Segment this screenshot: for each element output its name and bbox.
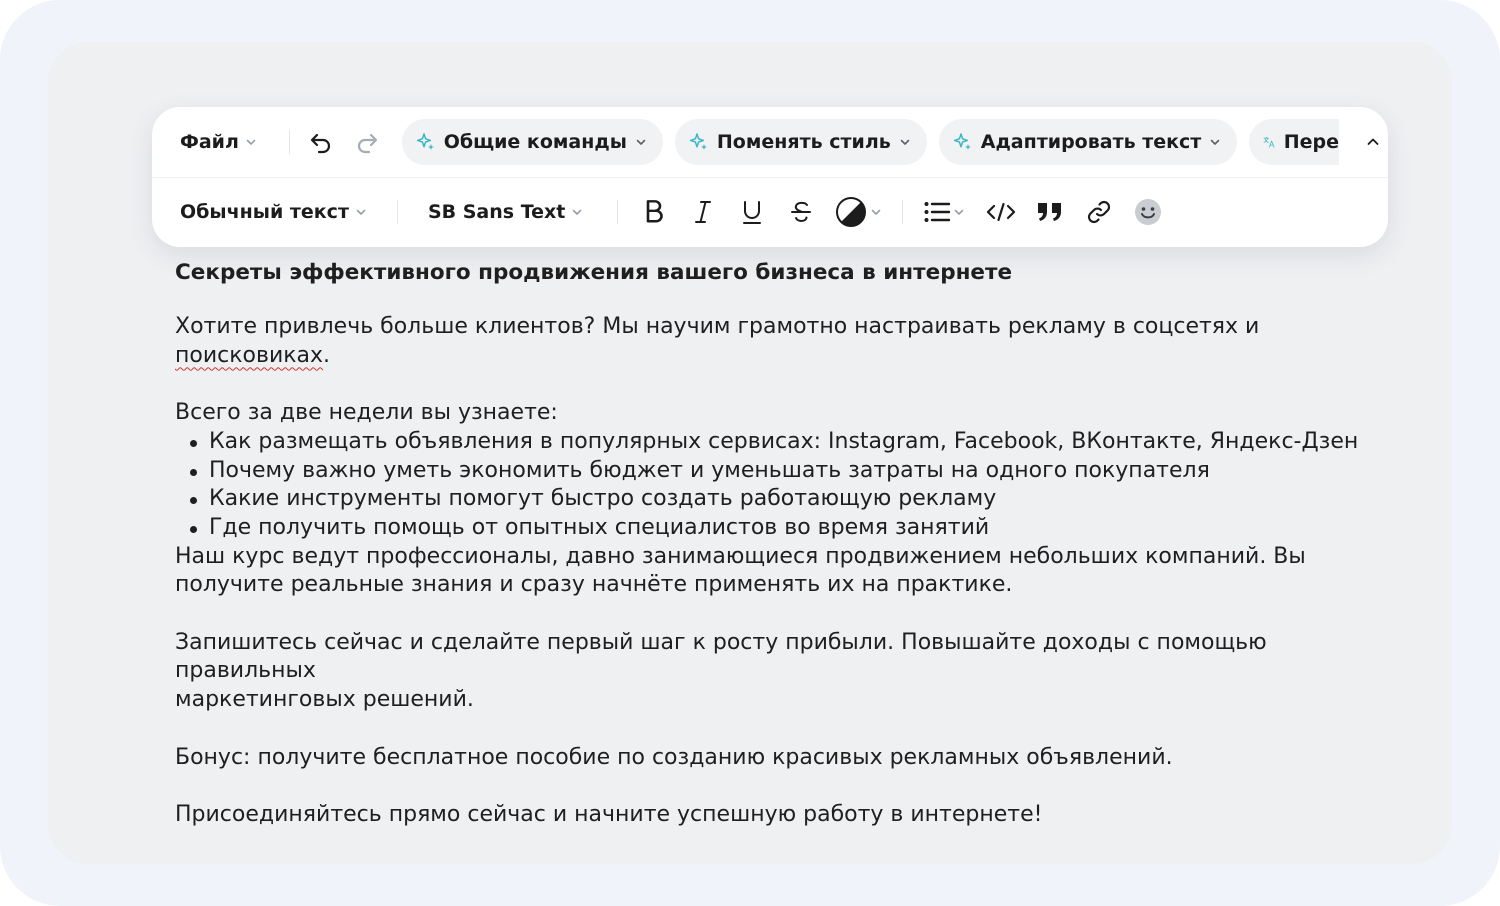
chevron-down-icon — [355, 206, 367, 218]
list-lead: Всего за две недели вы узнаете: — [175, 400, 558, 426]
intro-text: Хотите привлечь больше клиентов? Мы научим грамотно настраивать рекламу в соцсетях и — [175, 314, 1260, 339]
toolbar-row-format — [152, 177, 1388, 247]
toolbar-divider — [397, 200, 398, 224]
chevron-down-icon — [899, 136, 911, 148]
list-item: Почему важно уметь экономить бюджет и уменьшать затраты на одного покупателя — [175, 457, 1395, 486]
bullet-list-icon — [923, 198, 951, 226]
code-button[interactable] — [981, 192, 1021, 232]
pill-translate[interactable] — [1249, 119, 1339, 165]
document-title: Секреты эффективного продвижения вашего бизнеса в интернете — [175, 260, 1013, 285]
chevron-down-icon — [245, 136, 257, 148]
redo-icon — [354, 129, 380, 155]
bold-icon — [641, 199, 667, 225]
underline-icon — [739, 199, 765, 225]
pill-general-commands[interactable] — [402, 119, 663, 165]
collapse-toolbar-button[interactable] — [1358, 125, 1388, 159]
toolbar-divider — [617, 200, 618, 224]
course-paragraph — [175, 543, 1395, 600]
paragraph-style-label: Обычный текст — [180, 201, 349, 223]
chevron-down-icon — [1209, 136, 1221, 148]
font-family-select[interactable] — [428, 201, 583, 223]
sparkle-icon — [953, 132, 973, 152]
pill-label: Пере — [1283, 131, 1340, 153]
list-item: Где получить помощь от опытных специалистов во время занятий — [175, 514, 1395, 543]
bullet-list-button[interactable] — [919, 192, 969, 232]
misspelled-word[interactable]: поисковиках — [175, 342, 324, 368]
chevron-down-icon — [635, 136, 647, 148]
course-line-1: Наш курс ведут профессионалы, давно занимающиеся продвижением небольших компаний. Вы — [175, 543, 1306, 569]
emoji-smile-icon — [1133, 197, 1163, 227]
bullet-list — [175, 428, 1395, 543]
underline-button[interactable] — [732, 192, 772, 232]
cta-line-2: маркетинговых решений. — [175, 687, 474, 713]
quote-button[interactable] — [1030, 192, 1070, 232]
redo-button[interactable] — [352, 125, 382, 159]
file-menu-label: Файл — [180, 131, 239, 153]
translate-icon — [1263, 129, 1275, 155]
emoji-button[interactable] — [1128, 192, 1168, 232]
toolbar-divider — [902, 200, 903, 224]
pill-label: Общие команды — [443, 131, 627, 153]
pill-change-style[interactable] — [675, 119, 927, 165]
document-body[interactable] — [175, 256, 1395, 830]
chevron-down-icon — [870, 206, 882, 218]
undo-icon — [308, 129, 334, 155]
chevron-down-icon — [953, 206, 965, 218]
chevron-down-icon — [571, 206, 583, 218]
pill-adapt-text[interactable] — [939, 119, 1238, 165]
editor-toolbar — [152, 107, 1388, 247]
file-menu[interactable] — [180, 131, 257, 153]
course-line-2: получите реальные знания и сразу начнёте применять их на практике. — [175, 572, 1013, 598]
italic-icon — [690, 199, 716, 225]
list-item: Какие инструменты помогут быстро создать работающую рекламу — [175, 485, 1395, 514]
pill-label: Поменять стиль — [716, 131, 891, 153]
bonus-paragraph: Бонус: получите бесплатное пособие по созданию красивых рекламных объявлений. — [175, 744, 1173, 770]
intro-paragraph — [175, 313, 1395, 370]
intro-period: . — [323, 342, 331, 368]
cta-line-1: Запишитесь сейчас и сделайте первый шаг к росту прибыли. Повышайте доходы с помощью правильных — [175, 629, 1267, 684]
pill-label: Адаптировать текст — [980, 131, 1202, 153]
italic-button[interactable] — [683, 192, 723, 232]
contrast-color-icon — [834, 195, 868, 229]
quote-icon — [1035, 199, 1065, 225]
font-family-label: SB Sans Text — [427, 201, 566, 223]
text-color-button[interactable] — [830, 192, 886, 232]
sparkle-icon — [416, 132, 436, 152]
closing-paragraph: Присоединяйтесь прямо сейчас и начните успешную работу в интернете! — [175, 801, 1043, 827]
link-button[interactable] — [1079, 192, 1119, 232]
chevron-up-icon — [1366, 135, 1380, 149]
cta-paragraph — [175, 629, 1395, 715]
link-icon — [1085, 198, 1113, 226]
paragraph-style-select[interactable] — [180, 201, 367, 223]
bold-button[interactable] — [634, 192, 674, 232]
strikethrough-button[interactable] — [781, 192, 821, 232]
strikethrough-icon — [788, 199, 814, 225]
undo-button[interactable] — [306, 125, 336, 159]
toolbar-divider — [289, 130, 290, 154]
toolbar-row-ai — [152, 107, 1388, 178]
list-item: Как размещать объявления в популярных сервисах: Instagram, Facebook, ВКонтакте, Яндекс-Дзен — [175, 428, 1395, 457]
code-icon — [986, 199, 1016, 225]
sparkle-icon — [689, 132, 709, 152]
